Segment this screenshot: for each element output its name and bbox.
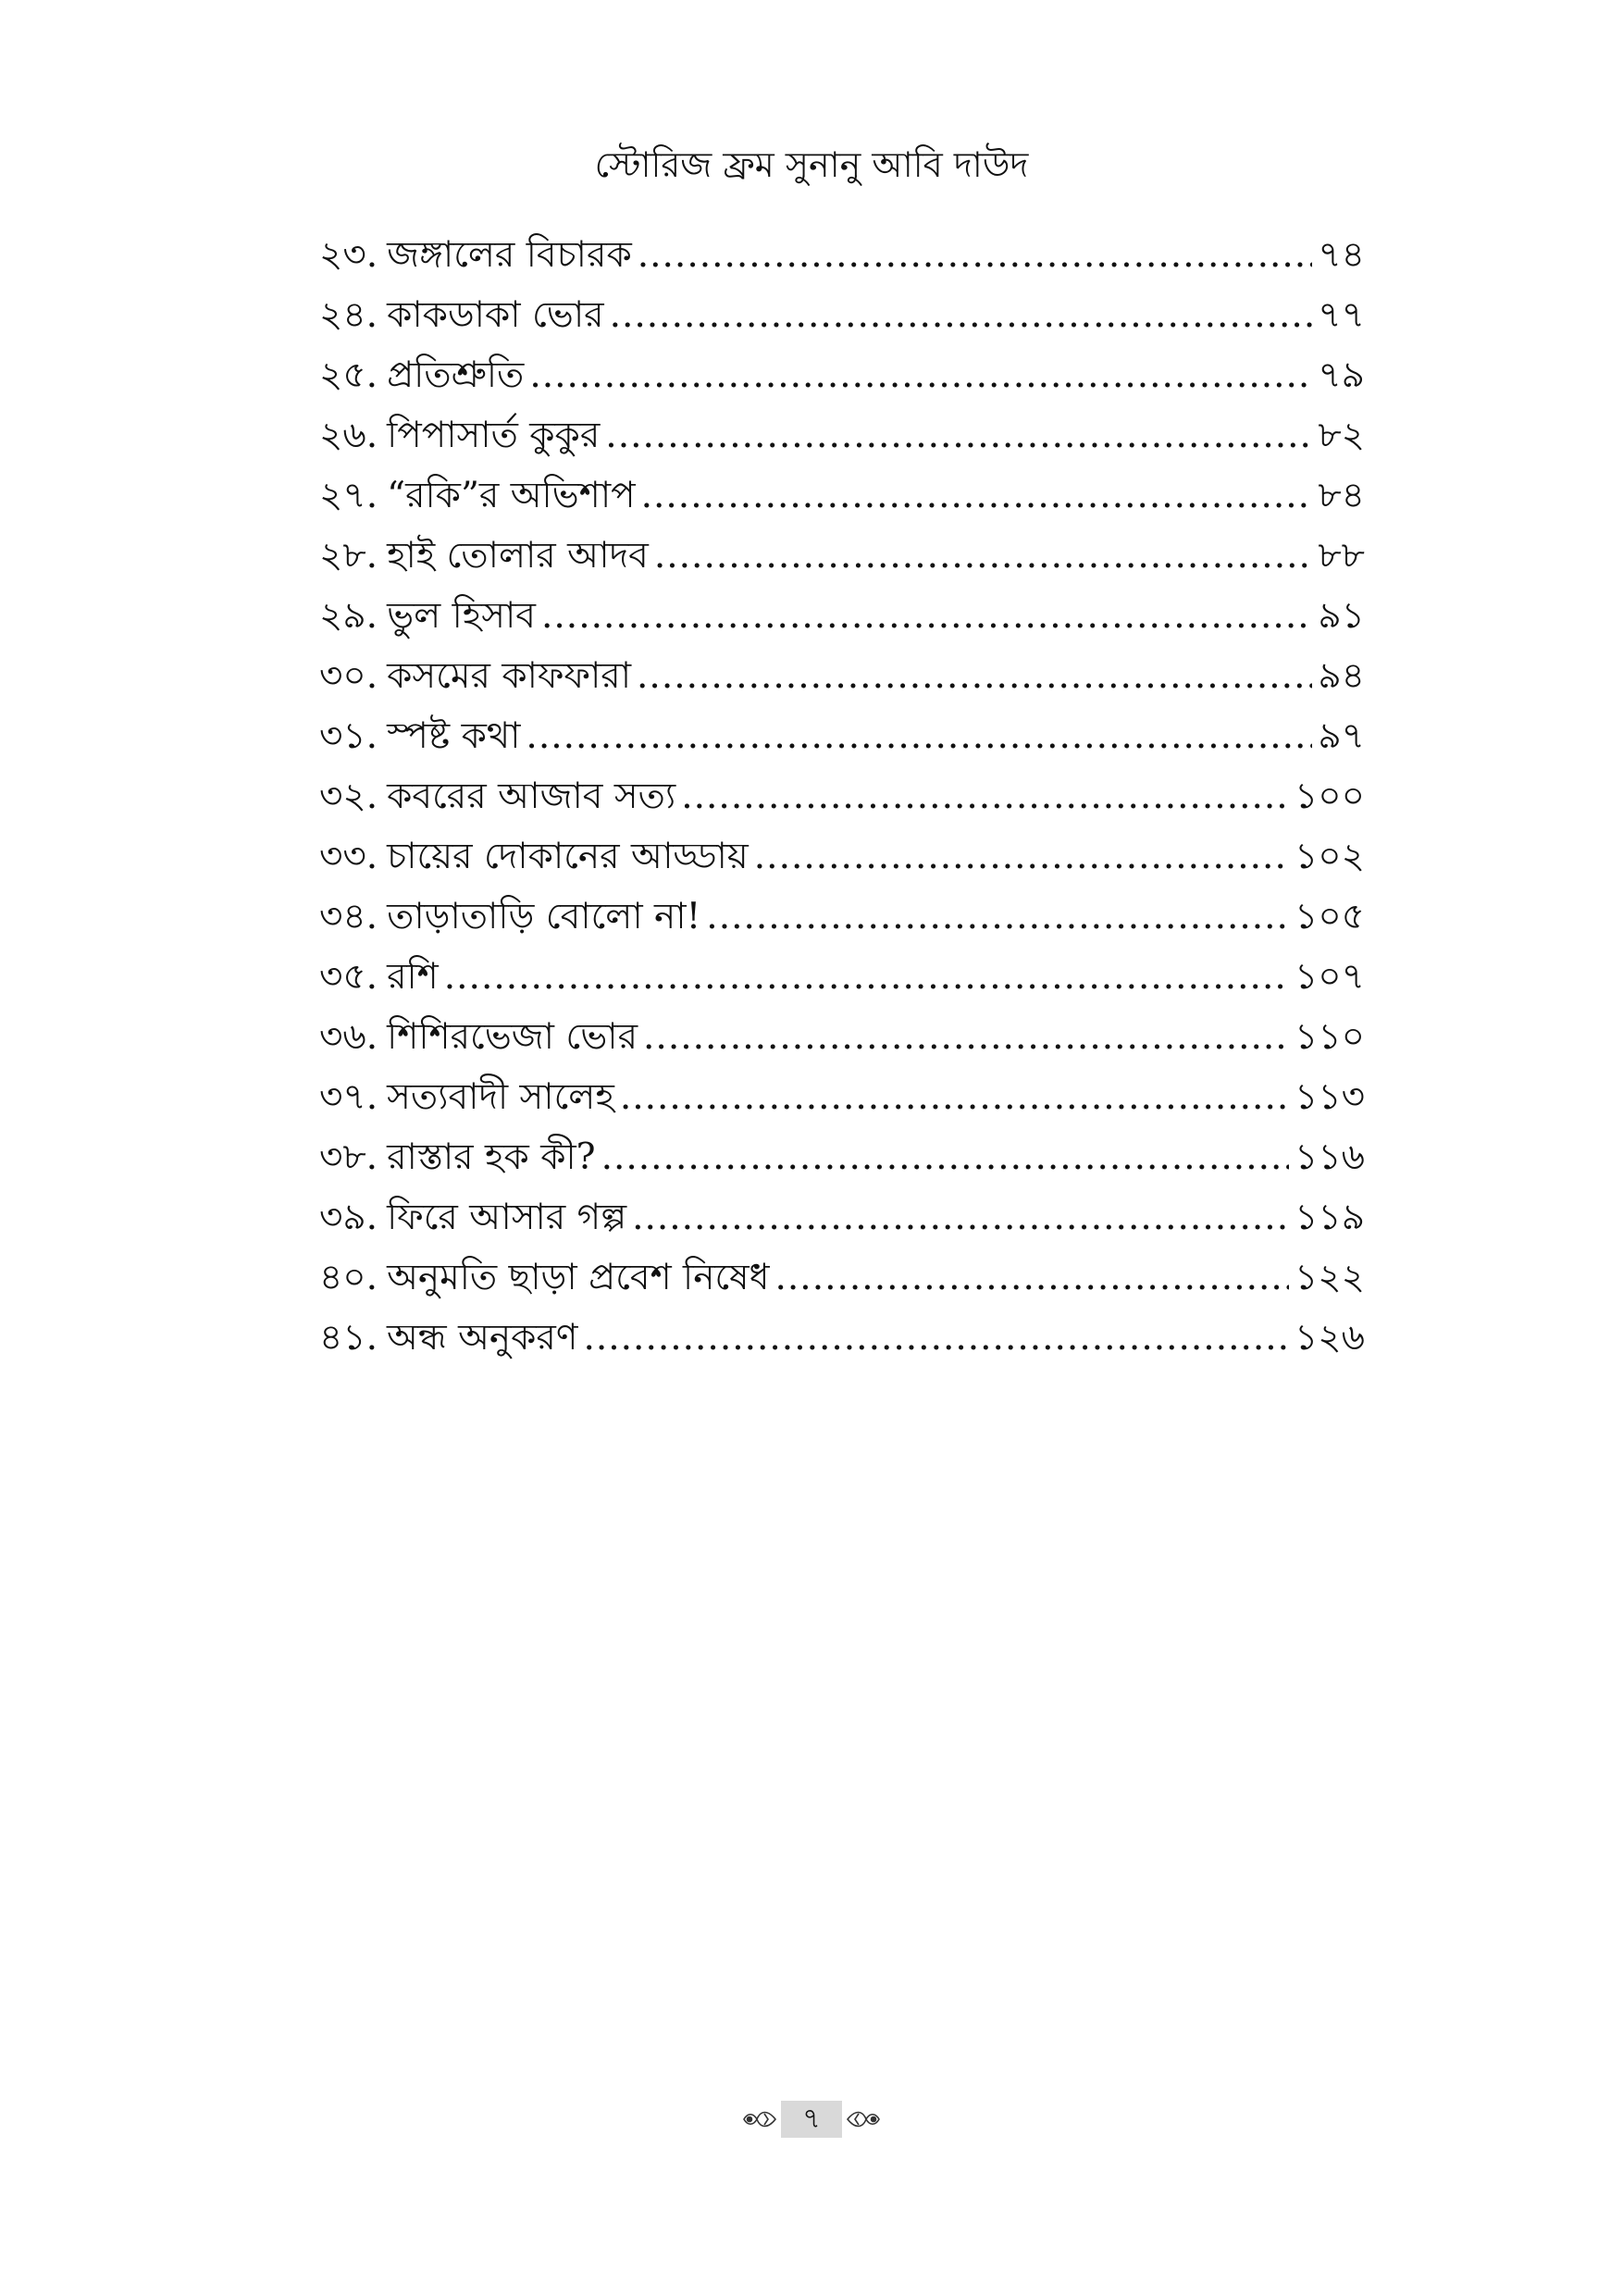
dot-leader: [583, 1308, 1289, 1368]
toc-entry-title: রশি: [387, 956, 439, 998]
dot-leader: [526, 706, 1312, 766]
toc-entry: [319, 1067, 1365, 1127]
toc-entry-number: ৩৩.: [319, 836, 378, 877]
dot-leader: [601, 1127, 1289, 1187]
toc-entry-title: হাই তোলার আদব: [387, 535, 649, 577]
dot-leader: [754, 826, 1289, 887]
dot-leader: [637, 646, 1312, 706]
toc-entry-number: ৩৪.: [319, 896, 378, 937]
toc-entry-title: প্রতিশ্রুতি: [387, 354, 525, 396]
toc-entry-number: ২৪.: [319, 294, 378, 336]
toc-entry: [319, 826, 1365, 887]
toc-entry: [319, 646, 1365, 706]
toc-entry: [319, 526, 1365, 586]
toc-entry: [319, 766, 1365, 826]
toc-entry: [319, 405, 1365, 465]
page-footer: [0, 2101, 1623, 2138]
toc-entry-title: তাড়াতাড়ি বোলো না!: [387, 896, 701, 937]
dot-leader: [620, 1067, 1289, 1127]
toc-entry-page: ১১০: [1295, 1016, 1365, 1058]
toc-entry-number: ৩৬.: [319, 1016, 378, 1058]
toc-entry-page: ১০৭: [1294, 956, 1365, 998]
toc-entry: [319, 1127, 1365, 1187]
toc-entry-number: ৩৮.: [319, 1136, 378, 1178]
dot-leader: [610, 285, 1313, 345]
toc-entry: [319, 947, 1365, 1007]
toc-entry-page: ৭৪: [1318, 234, 1365, 276]
toc-entry-number: ২৮.: [319, 535, 378, 577]
floral-ornament-icon: [846, 2101, 883, 2138]
toc-entry-title: কাকডাকা ভোর: [387, 294, 604, 336]
toc-entry-title: অনুমতি ছাড়া প্রবেশ নিষেধ: [387, 1257, 770, 1298]
dot-leader: [775, 1247, 1289, 1308]
toc-entry: [319, 1247, 1365, 1308]
toc-entry-title: চায়ের দোকানের আড্ডায়: [387, 836, 749, 877]
toc-entry-title: কবরের আজাব সত্য: [387, 776, 676, 817]
toc-entry: [319, 1187, 1365, 1247]
folio: [740, 2101, 883, 2138]
toc-entry-page: ৯৪: [1318, 655, 1365, 697]
toc-entry-title: ভুল হিসাব: [387, 595, 537, 637]
toc-entry-page: ১২২: [1294, 1257, 1365, 1298]
toc-entry-title: পিপাসার্ত কুকুর: [387, 415, 601, 456]
toc-entry-title: শিশিরভেজা ভোর: [387, 1016, 638, 1058]
toc-entry-number: ৩৯.: [319, 1197, 378, 1238]
toc-entry-page: ১০২: [1294, 836, 1365, 877]
toc-entry-number: ২৭.: [319, 475, 378, 516]
toc-entry-title: “রকি”র অভিশাপ: [387, 475, 636, 516]
toc-entry-page: ১১৯: [1295, 1197, 1365, 1238]
toc-entry: [319, 225, 1365, 285]
toc-entry-page: ৮৮: [1318, 535, 1365, 577]
toc-entry-page: ১০০: [1294, 776, 1365, 817]
toc-entry-number: ৪১.: [319, 1317, 378, 1359]
toc-entry-title: সত্যবাদী সালেহ: [387, 1076, 614, 1118]
dot-leader: [632, 1187, 1289, 1247]
dot-leader: [444, 947, 1289, 1007]
toc-entry-number: ২৩.: [319, 234, 378, 276]
toc-entry-page: ১১৬: [1295, 1136, 1365, 1178]
table-of-contents: [319, 225, 1365, 1368]
page-number: ৭: [781, 2101, 842, 2138]
toc-entry: [319, 586, 1365, 646]
toc-entry-number: ২৬.: [319, 415, 378, 456]
toc-entry-page: ৮২: [1318, 415, 1365, 456]
toc-entry-title: কসমের কাফফারা: [387, 655, 632, 697]
toc-entry-page: ১১৩: [1295, 1076, 1365, 1118]
toc-entry: [319, 285, 1365, 345]
toc-entry-number: ৩০.: [319, 655, 378, 697]
toc-entry-number: ৩৫.: [319, 956, 378, 998]
toc-entry-number: ২৫.: [319, 354, 378, 396]
toc-entry-page: ৭৭: [1318, 294, 1365, 336]
dot-leader: [541, 586, 1312, 646]
toc-entry-page: ১০৫: [1295, 896, 1365, 937]
toc-entry-number: ৩১.: [319, 715, 378, 757]
toc-entry: [319, 465, 1365, 526]
dot-leader: [641, 465, 1313, 526]
toc-entry-page: ৯১: [1318, 595, 1365, 637]
toc-entry: [319, 1007, 1365, 1067]
toc-entry: [319, 887, 1365, 947]
dot-leader: [638, 225, 1313, 285]
dot-leader: [681, 766, 1289, 826]
toc-entry: [319, 345, 1365, 405]
toc-entry: [319, 1308, 1365, 1368]
toc-entry-title: ফিরে আসার গল্প: [387, 1197, 627, 1238]
toc-entry-number: ২৯.: [319, 595, 378, 637]
dot-leader: [643, 1007, 1289, 1067]
dot-leader: [654, 526, 1313, 586]
toc-entry-number: ৪০.: [319, 1257, 378, 1298]
toc-entry-title: স্পষ্ট কথা: [387, 715, 521, 757]
book-title: স্টোরিজ ফ্রম সুনানু আবি দাউদ: [594, 144, 1029, 185]
dot-leader: [706, 887, 1289, 947]
toc-entry-title: অন্ধ অনুকরণ: [387, 1317, 578, 1359]
toc-entry-page: ১২৬: [1294, 1317, 1365, 1359]
toc-entry-title: রাস্তার হক কী?: [387, 1136, 596, 1178]
toc-entry-page: ৯৭: [1318, 715, 1365, 757]
toc-entry: [319, 706, 1365, 766]
dot-leader: [529, 345, 1312, 405]
dot-leader: [605, 405, 1312, 465]
toc-entry-page: ৭৯: [1318, 354, 1365, 396]
toc-entry-number: ৩৭.: [319, 1076, 378, 1118]
running-header: [0, 137, 1623, 192]
toc-entry-page: ৮৪: [1318, 475, 1365, 516]
floral-ornament-icon: [740, 2101, 777, 2138]
toc-entry-title: জঙ্গালের বিচারক: [387, 234, 632, 276]
toc-entry-number: ৩২.: [319, 776, 378, 817]
